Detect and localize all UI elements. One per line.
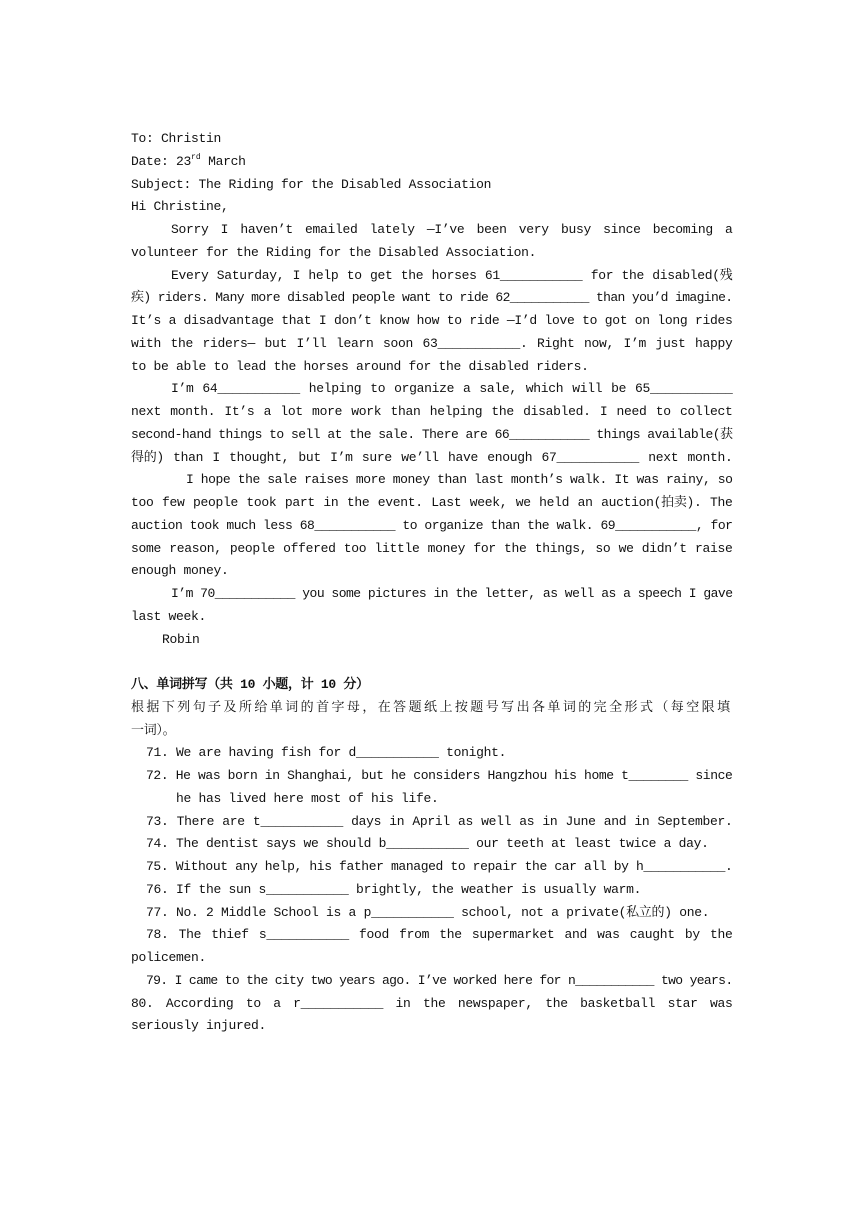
question-line-content (131, 993, 733, 1016)
email-line (131, 515, 733, 538)
question-item (131, 765, 733, 811)
email-line (131, 606, 733, 629)
email-passage (131, 128, 733, 651)
question-line-content (146, 970, 732, 993)
instruction-text: 一词）。 (131, 722, 176, 738)
email-date-content (131, 151, 246, 174)
question-line-content (146, 765, 733, 788)
question-item (131, 902, 733, 925)
question-number: 77. (146, 904, 169, 920)
question-text: We are having fish for d___________ tonight. (176, 745, 507, 761)
email-line (131, 333, 733, 356)
email-line-text: enough money. (131, 563, 229, 579)
question-text: seriously injured. (131, 1018, 267, 1034)
email-line (131, 424, 733, 447)
instruction-text: 根据下列句子及所给单词的首字母，在答题纸上按题号写出各单词的完全形式（每空限填 (131, 699, 733, 715)
email-date-label: Date: (131, 153, 169, 169)
question-line-content (146, 856, 733, 879)
question-item (131, 970, 733, 993)
question-text: If the sun s___________ brightly, the weather is usually warm. (176, 881, 642, 897)
document-body (131, 128, 733, 1038)
question-item (131, 993, 733, 1039)
email-line (131, 378, 733, 401)
email-date-day: 23 (176, 153, 192, 169)
email-line-text: 疾) riders. Many more disabled people want to ride 62___________ than you’d imagine. (131, 290, 733, 306)
email-line (131, 469, 733, 492)
question-number: 79. (146, 972, 168, 988)
question-line-content (146, 879, 641, 902)
email-to-label: To: (131, 131, 154, 146)
question-number: 74. (146, 836, 169, 852)
question-line (131, 811, 733, 834)
question-text: There are t___________ days in April as well as in June and in September. (176, 813, 733, 829)
email-to-content (131, 128, 221, 151)
email-line-text: volunteer for the Riding for the Disabled Association. (131, 244, 537, 260)
question-number: 80. (131, 995, 154, 1011)
email-line (131, 219, 733, 242)
question-text: policemen. (131, 950, 207, 965)
question-number: 72. (146, 768, 169, 783)
email-line-text: auction took much less 68___________ to organize than the walk. 69___________, for (131, 517, 733, 533)
email-line (131, 560, 733, 583)
question-number: 73. (146, 813, 169, 829)
email-line (131, 265, 733, 288)
instruction-line (131, 720, 733, 743)
question-line (131, 856, 733, 879)
email-line-text: second-hand things to sell at the sale. There are 66___________ things available(获 (131, 426, 733, 442)
question-number: 78. (146, 927, 169, 943)
email-line-text: last week. (131, 608, 207, 624)
email-recipient: Christin (161, 131, 222, 146)
email-paragraph (131, 265, 733, 379)
question-text: He was born in Shanghai, but he considers Hangzhou his home t________ since (175, 768, 733, 783)
email-line (131, 287, 733, 310)
email-line-text: with the riders— but I’ll learn soon 63___________. Right now, I’m just happy (131, 335, 733, 351)
question-item (131, 811, 733, 834)
email-line-text: I’m 64___________ helping to organize a sale, which will be 65___________ (171, 381, 733, 397)
question-text: No. 2 Middle School is a p___________ school, not a private(私立的) one. (176, 904, 710, 920)
email-line-text: too few people took part in the event. Last week, we held an auction(拍卖). The (131, 495, 733, 510)
question-text: The dentist says we should b___________ our teeth at least twice a day. (176, 836, 709, 852)
question-line-content (146, 811, 733, 834)
email-date-day-suffix: rd (191, 152, 201, 162)
email-line-text: Sorry I haven’t emailed lately —I’ve been very busy since becoming a (171, 222, 733, 237)
section-spacer (131, 651, 733, 674)
question-number: 71. (146, 745, 169, 761)
question-line-content (146, 902, 709, 925)
question-line (131, 902, 733, 925)
question-line (131, 924, 733, 947)
question-item (131, 856, 733, 879)
email-line (131, 583, 733, 606)
question-line-content (146, 924, 733, 947)
email-paragraph (131, 378, 733, 469)
question-line (131, 879, 733, 902)
email-subject-content (131, 174, 491, 197)
email-line-text: 得的) than I thought, but I’m sure we’ll have enough 67___________ next month. (131, 449, 733, 465)
question-text: he has lived here most of his life. (176, 790, 439, 806)
question-line (131, 1015, 733, 1038)
email-line-text: next month. It’s a lot more work than helping the disabled. I need to collect (131, 404, 733, 419)
email-date-line (131, 151, 733, 174)
word-spelling-section (131, 674, 733, 1038)
email-subject-label: Subject: (131, 176, 192, 192)
email-line (131, 242, 733, 265)
question-line-content (146, 742, 506, 765)
email-greeting: Hi Christine, (131, 199, 229, 215)
question-line-content (146, 833, 709, 856)
email-signature: Robin (162, 631, 200, 647)
email-line-text: Every Saturday, I help to get the horses 61___________ for the disabled(残 (171, 267, 733, 283)
question-line (131, 765, 733, 788)
question-line (131, 970, 733, 993)
instruction-line (131, 697, 733, 720)
question-item (131, 742, 733, 765)
question-item (131, 924, 733, 970)
question-number: 75. (146, 859, 169, 874)
question-text: According to a r___________ in the newspaper, the basketball star was (165, 995, 733, 1011)
email-line-text: some reason, people offered too little money for the things, so we didn’t raise (131, 540, 733, 556)
question-item (131, 833, 733, 856)
email-paragraph (131, 583, 733, 629)
question-item (131, 879, 733, 902)
email-line-text: I hope the sale raises more money than last month’s walk. It was rainy, so (186, 472, 733, 488)
question-line (131, 833, 733, 856)
email-subject-line (131, 174, 733, 197)
email-line-text: to be able to lead the horses around for the disabled riders. (131, 358, 589, 374)
email-signature-line (131, 629, 733, 652)
question-line (131, 788, 733, 811)
email-line (131, 492, 733, 515)
email-line (131, 538, 733, 561)
email-paragraph (131, 219, 733, 265)
section-title-line (131, 674, 733, 697)
question-text: Without any help, his father managed to repair the car all by h___________. (175, 859, 733, 874)
email-line (131, 401, 733, 424)
question-line (131, 742, 733, 765)
question-text: I came to the city two years ago. I’ve worked here for n___________ two years. (174, 972, 733, 988)
email-line (131, 310, 733, 333)
email-subject: The Riding for the Disabled Association (198, 176, 492, 192)
email-line-text: It’s a disadvantage that I don’t know how to ride —I’d love to got on long rides (131, 313, 733, 328)
email-greeting-line (131, 196, 733, 219)
email-date-month: March (208, 153, 246, 169)
email-to-line (131, 128, 733, 151)
email-line-text: I’m 70___________ you some pictures in the letter, as well as a speech I gave (171, 586, 733, 601)
question-number: 76. (146, 881, 169, 897)
question-text: The thief s___________ food from the supermarket and was caught by the (178, 927, 733, 943)
email-paragraph (131, 469, 733, 583)
email-line (131, 447, 733, 470)
section-title: 八、单词拼写（共 10 小题，计 10 分） (131, 677, 369, 692)
question-line (131, 993, 733, 1016)
question-line (131, 947, 733, 970)
email-line (131, 356, 733, 379)
